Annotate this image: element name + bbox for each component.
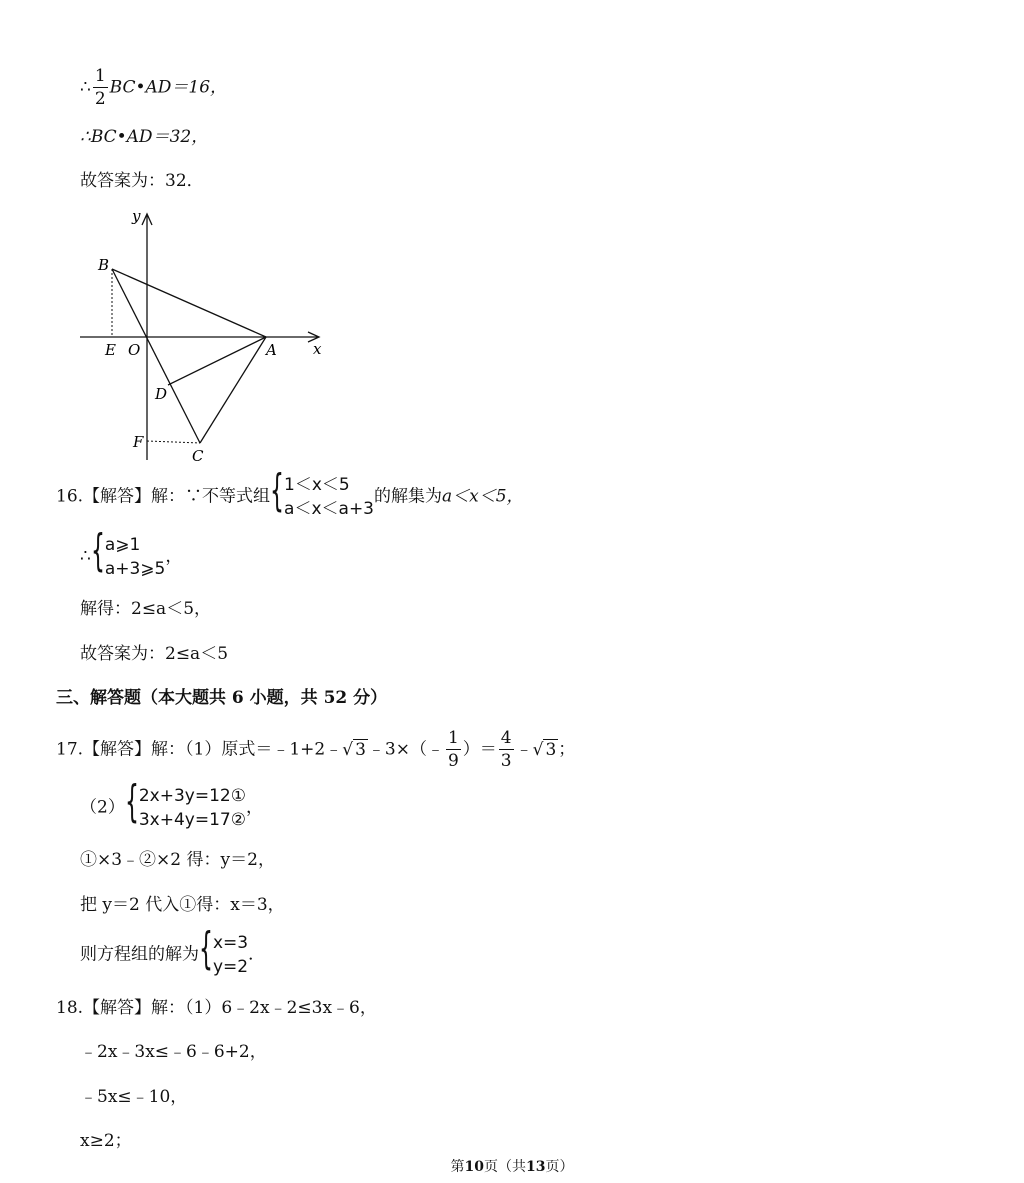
page-total: 13	[526, 1159, 546, 1175]
label-c: C	[192, 447, 204, 465]
p18-step2: ﹣5x≤﹣10，	[80, 1087, 188, 1107]
coordinate-figure	[70, 205, 340, 465]
therefore-symbol: ∴	[80, 77, 91, 98]
label-y: y	[132, 207, 141, 225]
section-3-heading: 三、解答题（本大题共 6 小题，共 52 分）	[56, 688, 388, 708]
segment-bc	[112, 269, 200, 443]
p17-part2: （2） { 2x+3y=12① 3x+4y=17② ，	[80, 776, 263, 830]
page-footer: 第10页（共13页）	[450, 1159, 574, 1175]
p18-head: 18.【解答】解：（1）6﹣2x﹣2≤3x﹣6，	[56, 998, 377, 1018]
p17-part1: 17.【解答】解：（1）原式＝﹣1+2﹣√ 3 ﹣3×（﹣ $\frac{1}{9}$ ）＝ $\frac{4}{3}$ ﹣√ 3 ；	[56, 728, 576, 771]
p16-line: 16.【解答】解：∵不等式组 { 1＜x＜5 a＜x＜a+3 的解集为a＜x＜5，	[56, 465, 524, 519]
p18-step1: ﹣2x﹣3x≤﹣6﹣6+2，	[80, 1042, 267, 1062]
page-number: 10	[464, 1159, 484, 1175]
label-b: B	[98, 256, 110, 274]
line-half-bc-ad: ∴ $\frac{1}{2}$ BC•AD＝16，	[80, 66, 228, 109]
p16-system: { 1＜x＜5 a＜x＜a+3	[270, 465, 375, 519]
label-f: F	[133, 433, 144, 451]
label-a: A	[266, 341, 277, 359]
p16-conditions: ∴ { a⩾1 a+3⩾5 ，	[80, 525, 183, 579]
p17-step2: 把 y＝2 代入①得：x＝3，	[80, 895, 285, 915]
p18-step3: x≥2；	[80, 1131, 132, 1151]
label-d: D	[155, 385, 168, 403]
label-o: O	[128, 341, 141, 359]
p16-solve: 解得：2≤a＜5，	[80, 599, 212, 619]
p17-step3: 则方程组的解为 { x=3 y=2 ．	[80, 923, 266, 977]
label-x: x	[313, 340, 322, 358]
line-bc-ad-32: ∴BC•AD＝32，	[80, 127, 209, 147]
p17-step1: ①×3﹣②×2 得：y＝2，	[80, 850, 275, 870]
fraction-half: $\frac{1}{2}$	[94, 66, 106, 109]
dotted-fc	[147, 441, 200, 443]
segment-ba	[112, 269, 266, 337]
answer-32: 故答案为：32．	[80, 171, 204, 191]
p16-answer: 故答案为：2≤a＜5	[80, 644, 229, 664]
label-e: E	[105, 341, 116, 359]
sqrt-3: √ 3	[342, 739, 366, 760]
